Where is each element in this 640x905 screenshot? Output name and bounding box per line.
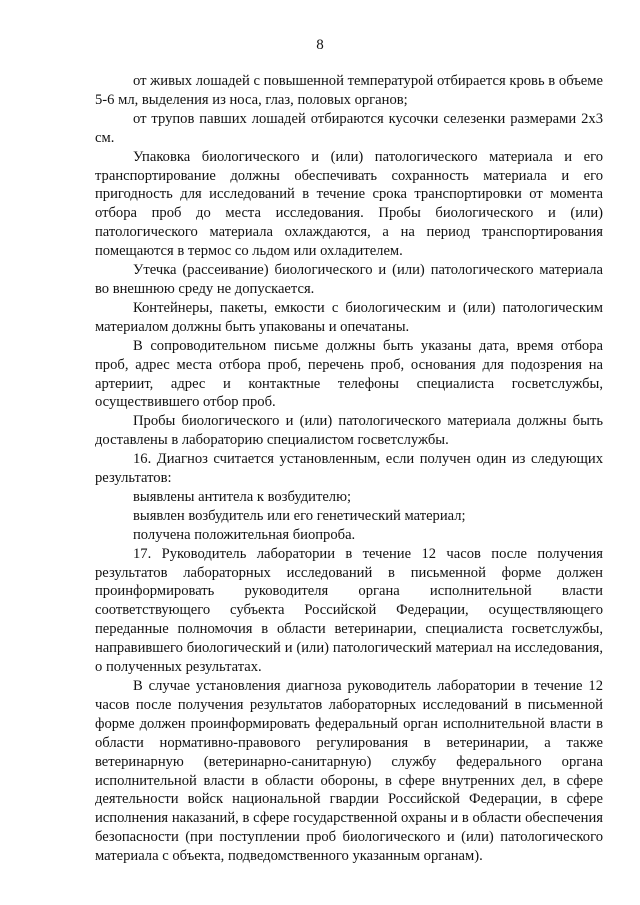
list-item-antibodies: выявлены антитела к возбудителю;	[133, 488, 352, 505]
paragraph-leakage: Утечка (рассеивание) биологического и (или) патологического материала во внешнюю среду не допускается.	[95, 262, 603, 297]
list-item-bioassay: получена положительная биопроба.	[133, 526, 356, 543]
page-number: 8	[316, 37, 324, 53]
paragraph-spleen-sampling: от трупов павших лошадей отбираются кусочки селезенки размерами 2х3 см.	[95, 110, 603, 146]
paragraph-blood-sampling: от живых лошадей с повышенной температурой отбирается кровь в объеме 5-6 мл, выделения из носа, глаз, половых органов;	[95, 73, 603, 108]
page-body	[95, 72, 603, 866]
paragraph-delivery: Пробы биологического и (или) патологического материала должны быть доставлены в лабораторию специалистом госветслужбы.	[95, 413, 603, 449]
list-item-pathogen: выявлен возбудитель или его генетический материал;	[133, 507, 466, 524]
paragraph-item-16: 16. Диагноз считается установленным, если получен один из следующих результатов:	[95, 451, 603, 487]
paragraph-item-17: 17. Руководитель лаборатории в течение 12 часов после получения результатов лабораторных исследований в письменной форме должен проинформировать руководителя органа исполнительной власти соответствующего субъекта Российской Федерации, осуществляющего переданные полномочия в области ветеринарии, специалиста госветслужбы, направившего биологический и (или) патологический материал на исследования, о полученных результатах.	[95, 545, 603, 676]
paragraph-diagnosis-notification: В случае установления диагноза руководитель лаборатории в течение 12 часов после получения результатов лабораторных исследований в письменной форме должен проинформировать федеральный орган исполнительной власти в области нормативно-правового регулирования в ветеринарии, а также ветеринарную (ветеринарно-санитарную) службу федерального органа исполнительной власти в области обороны, в сфере внутренних дел, в сфере деятельности войск национальной гвардии Российской Федерации, в сфере исполнения наказаний, в сфере государственной охраны и в области обеспечения безопасности (при поступлении проб биологического и (или) патологического материала с объекта, подведомственного указанным органам).	[95, 678, 603, 865]
paragraph-packaging: Упаковка биологического и (или) патологического материала и его транспортирование должны обеспечивать сохранность материала и его пригодность для исследований в течение срока транспортировки от момента отбора проб до места исследования. Пробы биологического и (или) патологического материала охлаждаются, а на период транспортирования помещаются в термос со льдом или охладителем.	[95, 148, 603, 260]
paragraph-cover-letter: В сопроводительном письме должны быть указаны дата, время отбора проб, адрес места отбора проб, перечень проб, основания для подозрения на артериит, адрес и контактные телефоны специалиста госветслужбы, осуществившего отбор проб.	[95, 337, 603, 411]
paragraph-containers: Контейнеры, пакеты, емкости с биологическим и (или) патологическим материалом должны быть упакованы и опечатаны.	[95, 299, 603, 335]
